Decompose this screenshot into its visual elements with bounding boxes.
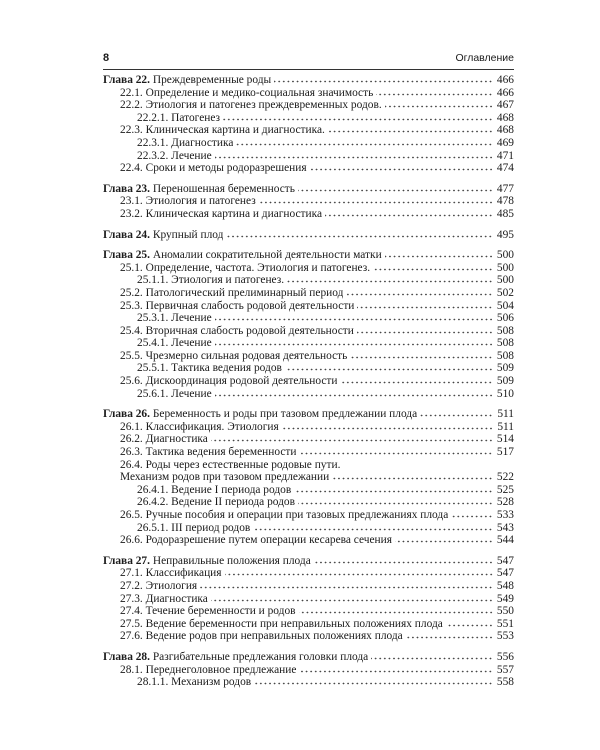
chapter-label: Глава 23. bbox=[103, 182, 150, 195]
toc-entry bbox=[103, 137, 514, 150]
chapter-entry bbox=[103, 183, 514, 196]
page-number: 8 bbox=[103, 52, 110, 64]
chapter-entry bbox=[103, 408, 514, 421]
page-ref: 471 bbox=[496, 149, 514, 162]
entry-title: 25.1. Определение, частота. Этиология и патогенез. bbox=[120, 261, 371, 274]
entry-title: 26.4.1. Ведение I периода родов bbox=[137, 483, 292, 496]
page-ref: 466 bbox=[496, 74, 514, 86]
chapter-block bbox=[103, 555, 514, 643]
toc-entry bbox=[103, 630, 514, 643]
chapter-block bbox=[103, 408, 514, 547]
entry-title: 26.5. Ручные пособия и операции при тазовых предлежаниях плода bbox=[120, 509, 449, 521]
toc-entry bbox=[103, 484, 514, 497]
dot-leader bbox=[259, 196, 493, 204]
page-ref: 508 bbox=[496, 349, 514, 362]
entry-title: 25.4. Вторичная слабость родовой деятельности bbox=[120, 324, 354, 337]
dot-leader bbox=[451, 510, 493, 518]
dot-leader bbox=[200, 581, 493, 589]
chapter-block bbox=[103, 651, 514, 689]
dot-leader bbox=[215, 313, 493, 321]
chapter-block bbox=[103, 249, 514, 400]
entry-title: 25.3.1. Лечение bbox=[137, 312, 212, 325]
page-ref: 547 bbox=[496, 554, 514, 567]
dot-leader bbox=[376, 88, 493, 96]
entry-title: 26.4. Роды через естественные родовые пути. bbox=[120, 458, 341, 471]
page-ref: 508 bbox=[496, 324, 514, 337]
page-ref: 548 bbox=[496, 579, 514, 592]
toc-entry bbox=[103, 580, 514, 593]
toc-entry bbox=[103, 99, 514, 112]
chapter-block bbox=[103, 229, 514, 242]
page-ref: 504 bbox=[496, 299, 514, 312]
page-ref: 478 bbox=[496, 195, 514, 208]
chapter-title bbox=[103, 229, 223, 242]
toc-entry bbox=[103, 312, 514, 325]
entry-title: 27.4. Течение беременности и родов bbox=[120, 605, 296, 618]
chapter-entry bbox=[103, 249, 514, 262]
page-ref: 500 bbox=[496, 274, 514, 287]
page-ref: 547 bbox=[496, 567, 514, 580]
entry-title: 27.3. Диагностика bbox=[120, 592, 208, 605]
page-ref: 556 bbox=[496, 650, 514, 663]
page-ref: 466 bbox=[496, 86, 514, 99]
page-ref: 511 bbox=[497, 420, 514, 433]
page-ref: 510 bbox=[496, 387, 514, 400]
entry-title: 25.2. Патологический прелиминарный период bbox=[120, 286, 344, 299]
entry-title: 22.2.1. Патогенез bbox=[137, 111, 221, 124]
entry-title: 26.1. Классификация. Этиология bbox=[120, 420, 279, 433]
chapter-block bbox=[103, 74, 514, 175]
chapter-title bbox=[103, 555, 311, 568]
entry-title: 27.2. Этиология bbox=[120, 579, 198, 592]
chapter-name: Неправильные положения плода bbox=[152, 554, 311, 567]
entry-title: 25.5. Чрезмерно сильная родовая деятельность bbox=[120, 349, 348, 362]
page-ref: 506 bbox=[496, 312, 514, 325]
entry-title: 25.1.1. Этиология и патогенез. bbox=[137, 274, 285, 287]
toc-entry bbox=[103, 274, 514, 287]
entry-title: 26.4.2. Ведение II периода родов bbox=[137, 496, 295, 509]
entry-title: 22.1. Определение и медико-социальная значимость bbox=[120, 86, 374, 99]
page-ref: 474 bbox=[496, 162, 514, 175]
toc-entry bbox=[103, 496, 514, 509]
page-ref: 468 bbox=[496, 124, 514, 137]
page-ref: 467 bbox=[496, 99, 514, 112]
entry-title: 22.3. Клиническая картина и диагностика. bbox=[120, 124, 325, 137]
toc-entry bbox=[103, 446, 514, 459]
chapter-title bbox=[103, 651, 368, 664]
chapter-entry bbox=[103, 74, 514, 87]
dot-leader bbox=[357, 326, 493, 334]
dot-leader bbox=[310, 163, 493, 171]
entry-title: 22.3.1. Диагностика bbox=[137, 136, 234, 149]
entry-title: 28.1.1. Механизм родов bbox=[137, 676, 252, 689]
toc-entry bbox=[103, 593, 514, 606]
toc-entry bbox=[103, 287, 514, 300]
dot-leader bbox=[420, 409, 493, 417]
page-ref: 544 bbox=[496, 534, 514, 547]
entry-title: 22.2. Этиология и патогенез преждевременных родов. bbox=[120, 99, 382, 112]
page-ref: 543 bbox=[496, 521, 514, 534]
dot-leader bbox=[254, 677, 493, 685]
page-header bbox=[103, 52, 514, 64]
chapter-title bbox=[103, 74, 271, 87]
dot-leader bbox=[236, 138, 493, 146]
dot-leader bbox=[299, 447, 493, 455]
chapter-name: Переношенная беременность bbox=[152, 182, 295, 195]
page-ref: 495 bbox=[496, 228, 514, 241]
chapter-entry bbox=[103, 651, 514, 664]
page-ref: 485 bbox=[496, 207, 514, 220]
dot-leader bbox=[357, 301, 493, 309]
toc-entry bbox=[103, 605, 514, 618]
entry-title: 26.2. Диагностика bbox=[120, 433, 208, 446]
toc-entry bbox=[103, 509, 514, 522]
dot-leader bbox=[211, 594, 493, 602]
toc-entry bbox=[103, 87, 514, 100]
chapter-block bbox=[103, 183, 514, 221]
table-of-contents bbox=[103, 74, 514, 697]
toc-entry bbox=[103, 522, 514, 535]
dot-leader bbox=[215, 338, 493, 346]
dot-leader bbox=[215, 151, 493, 159]
page-ref: 517 bbox=[496, 446, 514, 459]
chapter-label: Глава 24. bbox=[103, 228, 150, 241]
dot-leader bbox=[446, 619, 493, 627]
page-ref: 502 bbox=[496, 286, 514, 299]
toc-entry bbox=[103, 337, 514, 350]
toc-entry bbox=[103, 471, 514, 484]
toc-entry bbox=[103, 421, 514, 434]
entry-title: 26.3. Тактика ведения беременности bbox=[120, 446, 297, 459]
chapter-name: Преждевременные роды bbox=[152, 74, 272, 86]
toc-entry bbox=[103, 150, 514, 163]
dot-leader bbox=[294, 485, 493, 493]
chapter-title bbox=[103, 183, 295, 196]
dot-leader bbox=[385, 100, 493, 108]
dot-leader bbox=[340, 376, 493, 384]
toc-entry bbox=[103, 300, 514, 313]
page-ref: 558 bbox=[496, 676, 514, 689]
dot-leader bbox=[328, 125, 493, 133]
toc-entry bbox=[103, 567, 514, 580]
dot-leader bbox=[325, 209, 493, 217]
entry-title: 25.6. Дискоординация родовой деятельности bbox=[120, 375, 338, 388]
chapter-label: Глава 25. bbox=[103, 249, 150, 262]
dot-leader bbox=[298, 184, 493, 192]
dot-leader bbox=[225, 568, 494, 576]
page-ref: 511 bbox=[497, 408, 514, 421]
dot-leader bbox=[350, 351, 493, 359]
dot-leader bbox=[285, 363, 493, 371]
page-ref: 549 bbox=[496, 592, 514, 605]
chapter-entry bbox=[103, 229, 514, 242]
toc-entry bbox=[103, 124, 514, 137]
page-ref: 533 bbox=[496, 509, 514, 521]
dot-leader bbox=[406, 631, 493, 639]
toc-entry bbox=[103, 162, 514, 175]
dot-leader bbox=[299, 606, 493, 614]
toc-entry bbox=[103, 208, 514, 221]
page-ref: 550 bbox=[496, 605, 514, 618]
toc-entry bbox=[103, 112, 514, 125]
page-ref: 500 bbox=[496, 249, 514, 262]
chapter-name: Разгибательные предлежания головки плода bbox=[152, 650, 369, 663]
page-ref: 500 bbox=[496, 261, 514, 274]
toc-entry bbox=[103, 664, 514, 677]
entry-title: 26.5.1. III период родов bbox=[137, 521, 251, 534]
header-rule bbox=[103, 69, 514, 70]
toc-entry bbox=[103, 195, 514, 208]
chapter-entry bbox=[103, 555, 514, 568]
page-ref: 469 bbox=[496, 136, 514, 149]
entry-title: 23.2. Клиническая картина и диагностика bbox=[120, 207, 323, 220]
page-ref: 508 bbox=[496, 337, 514, 350]
entry-title: 25.4.1. Лечение bbox=[137, 337, 212, 350]
toc-entry bbox=[103, 388, 514, 401]
dot-leader bbox=[226, 230, 493, 238]
dot-leader bbox=[346, 288, 493, 296]
chapter-label: Глава 22. bbox=[103, 74, 150, 86]
toc-entry bbox=[103, 459, 514, 472]
entry-title: 25.5.1. Тактика ведения родов bbox=[137, 362, 282, 375]
page-ref: 522 bbox=[496, 471, 514, 484]
page-ref: 477 bbox=[496, 182, 514, 195]
chapter-name: Крупный плод bbox=[152, 228, 224, 241]
dot-leader bbox=[385, 250, 493, 258]
page-ref: 509 bbox=[496, 375, 514, 388]
dot-leader bbox=[287, 275, 493, 283]
chapter-title bbox=[103, 408, 417, 421]
entry-title: Механизм родов при тазовом предлежании bbox=[120, 471, 330, 484]
dot-leader bbox=[373, 263, 493, 271]
toc-entry bbox=[103, 534, 514, 547]
dot-leader bbox=[395, 535, 493, 543]
dot-leader bbox=[253, 523, 493, 531]
entry-title: 27.6. Ведение родов при неправильных положениях плода bbox=[120, 630, 403, 643]
toc-entry bbox=[103, 262, 514, 275]
page-ref: 528 bbox=[496, 496, 514, 509]
dot-leader bbox=[223, 113, 493, 121]
dot-leader bbox=[274, 75, 493, 83]
running-head: Оглавление bbox=[455, 52, 514, 64]
page-ref: 525 bbox=[496, 483, 514, 496]
entry-title: 26.6. Родоразрешение путем операции кесарева сечения bbox=[120, 534, 392, 547]
dot-leader bbox=[314, 556, 493, 564]
entry-title: 22.3.2. Лечение bbox=[137, 149, 212, 162]
toc-entry bbox=[103, 433, 514, 446]
dot-leader bbox=[298, 497, 493, 505]
dot-leader bbox=[215, 389, 493, 397]
chapter-label: Глава 27. bbox=[103, 554, 150, 567]
toc-entry bbox=[103, 350, 514, 363]
toc-entry bbox=[103, 618, 514, 631]
chapter-name: Аномалии сократительной деятельности матки bbox=[152, 249, 382, 262]
page-ref: 551 bbox=[496, 617, 514, 630]
toc-entry bbox=[103, 375, 514, 388]
dot-leader bbox=[332, 472, 493, 480]
toc-entry bbox=[103, 325, 514, 338]
entry-title: 23.1. Этиология и патогенез bbox=[120, 195, 256, 208]
entry-title: 25.3. Первичная слабость родовой деятельности bbox=[120, 299, 355, 312]
chapter-label: Глава 26. bbox=[103, 408, 150, 421]
chapter-label: Глава 28. bbox=[103, 650, 150, 663]
dot-leader bbox=[282, 422, 493, 430]
dot-leader bbox=[211, 434, 493, 442]
page-ref: 509 bbox=[496, 362, 514, 375]
dot-leader bbox=[371, 652, 493, 660]
entry-title: 27.5. Ведение беременности при неправильных положениях плода bbox=[120, 617, 443, 630]
chapter-title bbox=[103, 249, 382, 262]
chapter-name: Беременность и роды при тазовом предлежании плода bbox=[152, 408, 418, 421]
entry-title: 25.6.1. Лечение bbox=[137, 387, 212, 400]
toc-entry bbox=[103, 676, 514, 689]
page-ref: 514 bbox=[496, 433, 514, 446]
page-ref: 557 bbox=[496, 663, 514, 676]
entry-title: 22.4. Сроки и методы родоразрешения bbox=[120, 162, 307, 175]
toc-entry bbox=[103, 362, 514, 375]
dot-leader bbox=[299, 665, 493, 673]
entry-title: 27.1. Классификация bbox=[120, 567, 222, 580]
page-ref: 553 bbox=[496, 630, 514, 643]
page-ref: 468 bbox=[496, 111, 514, 124]
entry-title: 28.1. Переднеголовное предлежание bbox=[120, 663, 297, 676]
